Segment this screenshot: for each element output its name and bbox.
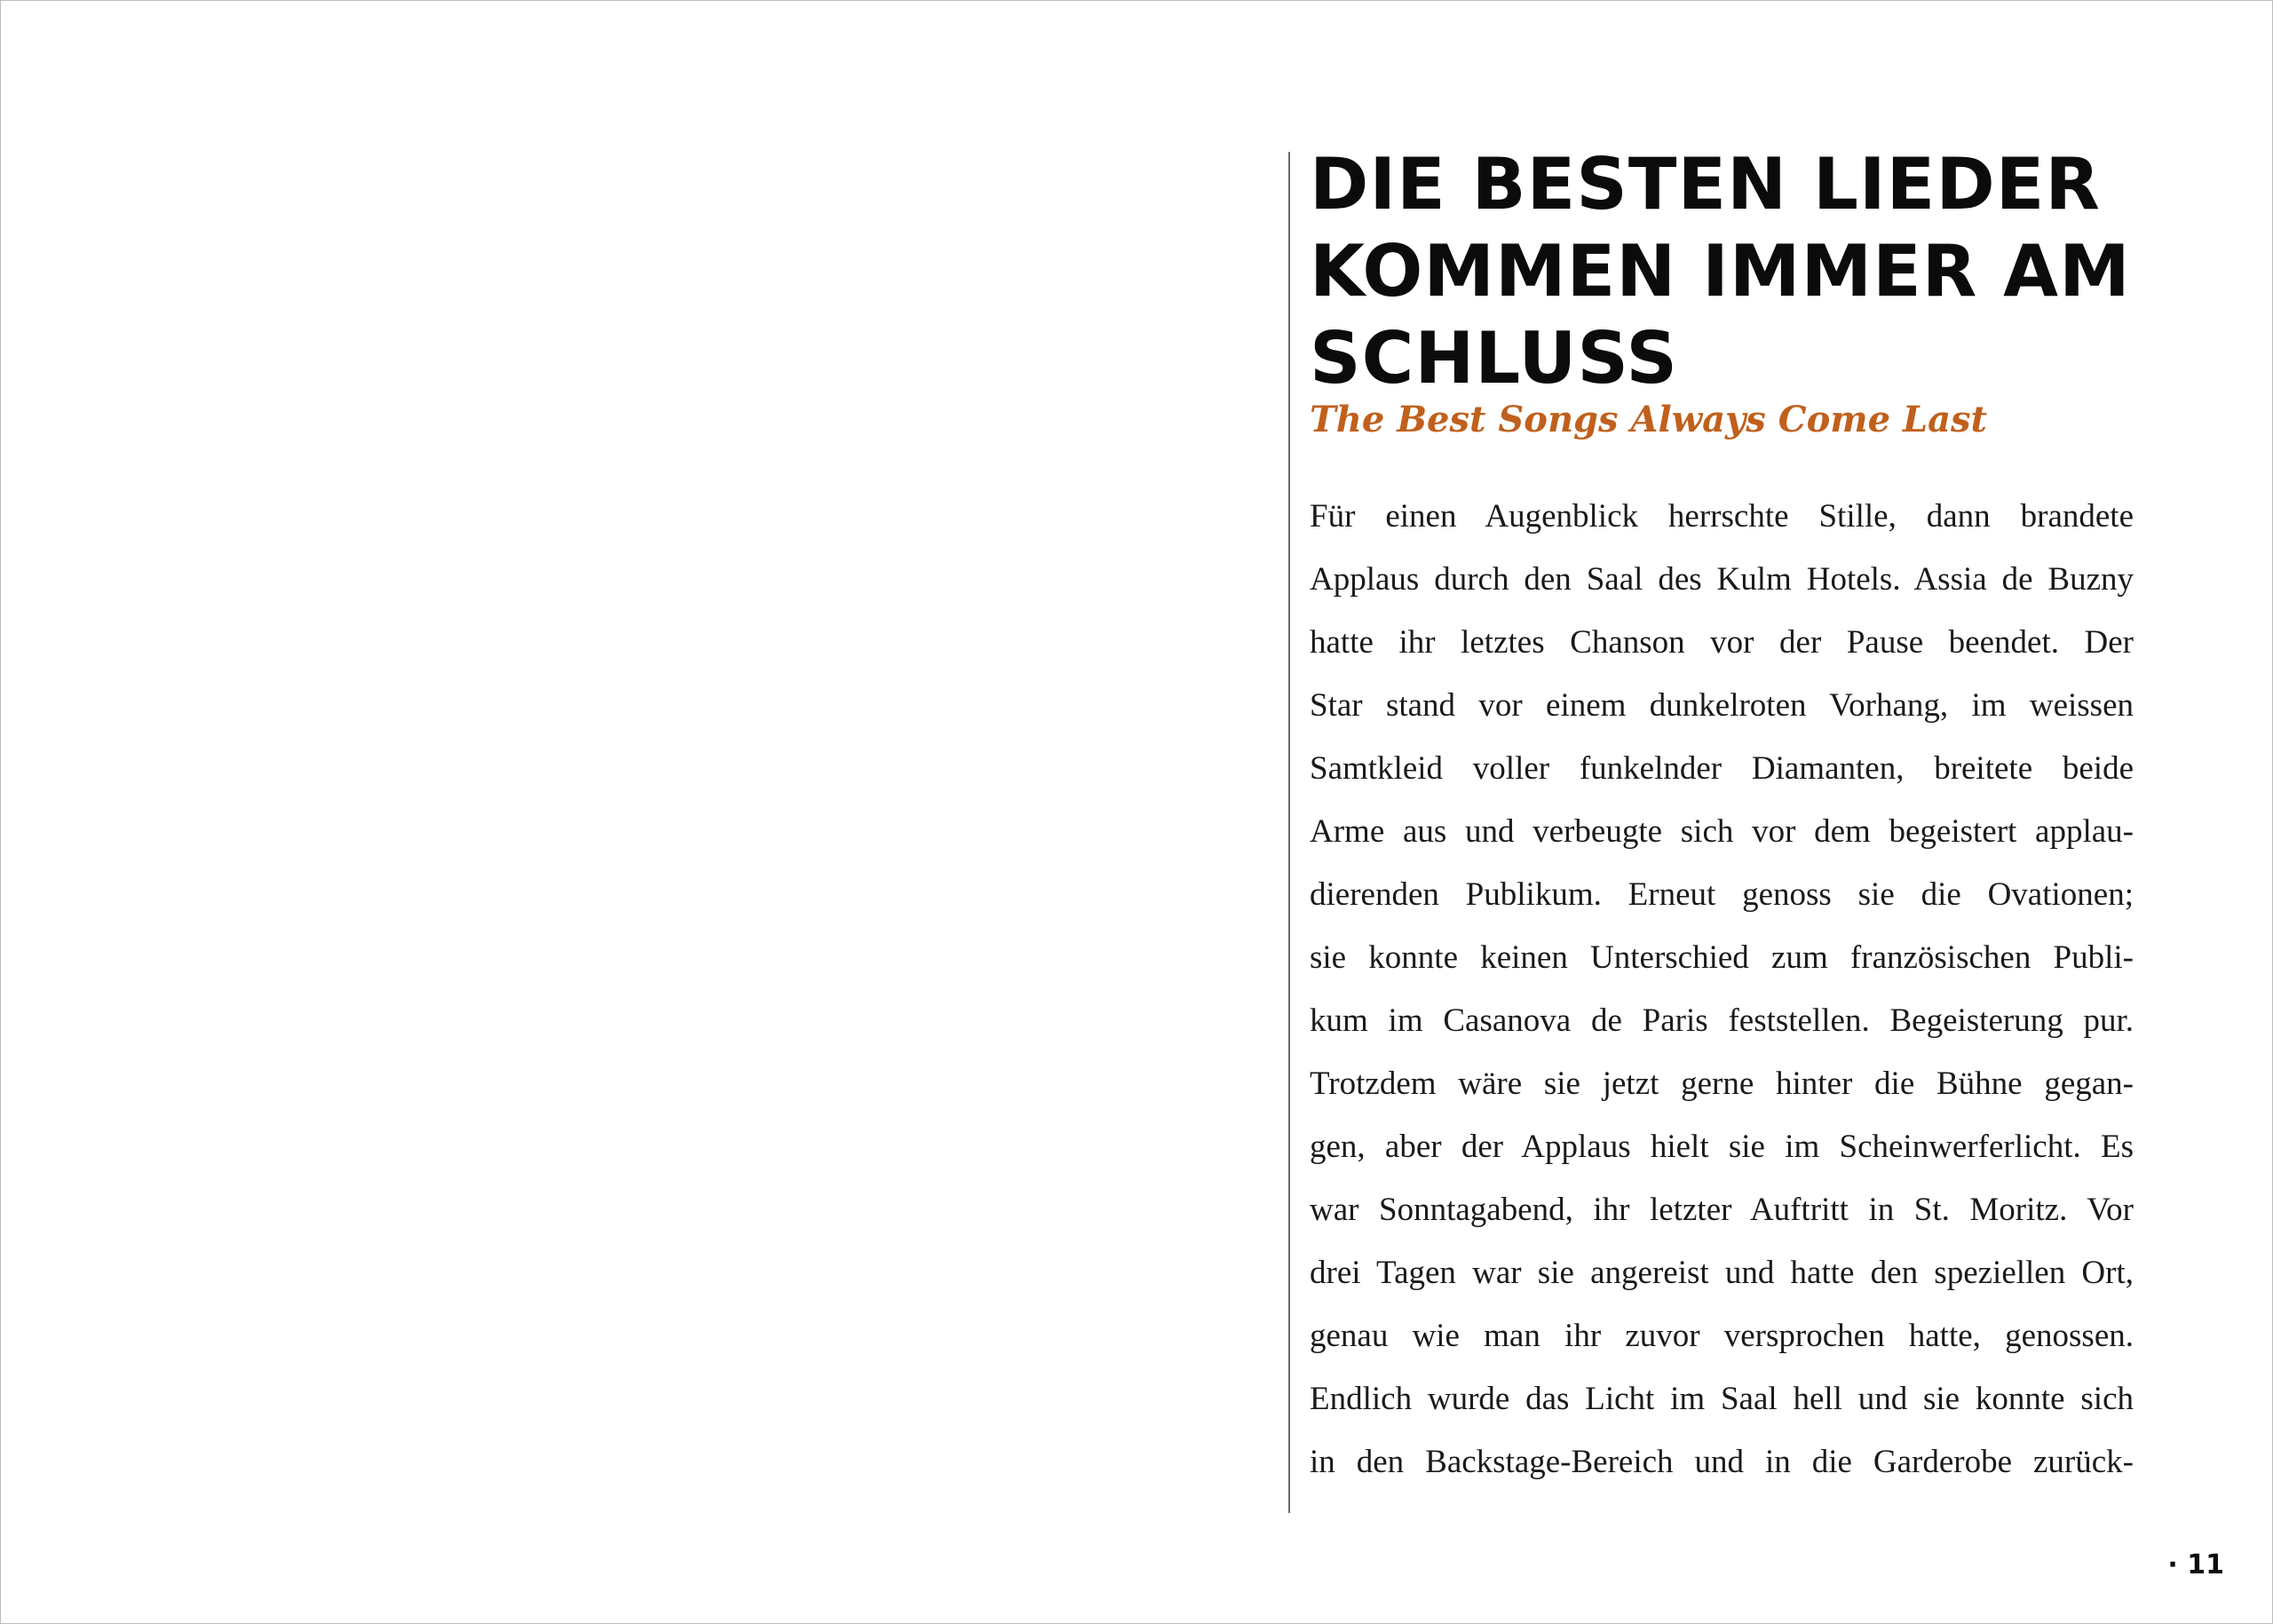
body-line: kum im Casanova de Paris feststellen. Begeisterung pur. <box>1310 1002 2134 1039</box>
chapter-title-line: DIE BESTEN LIEDER <box>1310 143 2101 226</box>
body-line: genau wie man ihr zuvor versprochen hatte, genossen. <box>1310 1318 2134 1354</box>
page-number: · 11 <box>2167 1549 2224 1580</box>
body-text <box>1310 485 2134 1493</box>
body-line: gen, aber der Applaus hielt sie im Scheinwerferlicht. Es <box>1310 1129 2134 1165</box>
body-line: Trotzdem wäre sie jetzt gerne hinter die Bühne gegan- <box>1310 1066 2134 1102</box>
body-line: Star stand vor einem dunkelroten Vorhang, im weissen <box>1310 687 2134 724</box>
body-line: Arme aus und verbeugte sich vor dem begeistert applau- <box>1310 813 2134 850</box>
body-line: Endlich wurde das Licht im Saal hell und sie konnte sich <box>1310 1381 2134 1417</box>
chapter-title-line: SCHLUSS <box>1310 317 1679 400</box>
body-line: in den Backstage-Bereich und in die Garderobe zurück- <box>1310 1444 2134 1480</box>
blank-left-page <box>1 1 1137 1623</box>
vertical-rule <box>1288 152 1290 1513</box>
body-line: Samtkleid voller funkelnder Diamanten, breitete beide <box>1310 750 2134 787</box>
body-line: dierenden Publikum. Erneut genoss sie die Ovationen; <box>1310 876 2134 913</box>
body-line: drei Tagen war sie angereist und hatte den speziellen Ort, <box>1310 1255 2134 1291</box>
body-line: Für einen Augenblick herrschte Stille, dann brandete <box>1310 498 2134 535</box>
body-line: Applaus durch den Saal des Kulm Hotels. Assia de Buzny <box>1310 561 2134 598</box>
body-line: hatte ihr letztes Chanson vor der Pause beendet. Der <box>1310 624 2134 661</box>
chapter-title <box>1310 141 2198 402</box>
chapter-subtitle: The Best Songs Always Come Last <box>1310 399 1987 440</box>
chapter-title-line: KOMMEN IMMER AM <box>1310 230 2131 313</box>
body-line: war Sonntagabend, ihr letzter Auftritt in St. Moritz. Vor <box>1310 1192 2134 1228</box>
body-line: sie konnte keinen Unterschied zum französischen Publi- <box>1310 939 2134 976</box>
